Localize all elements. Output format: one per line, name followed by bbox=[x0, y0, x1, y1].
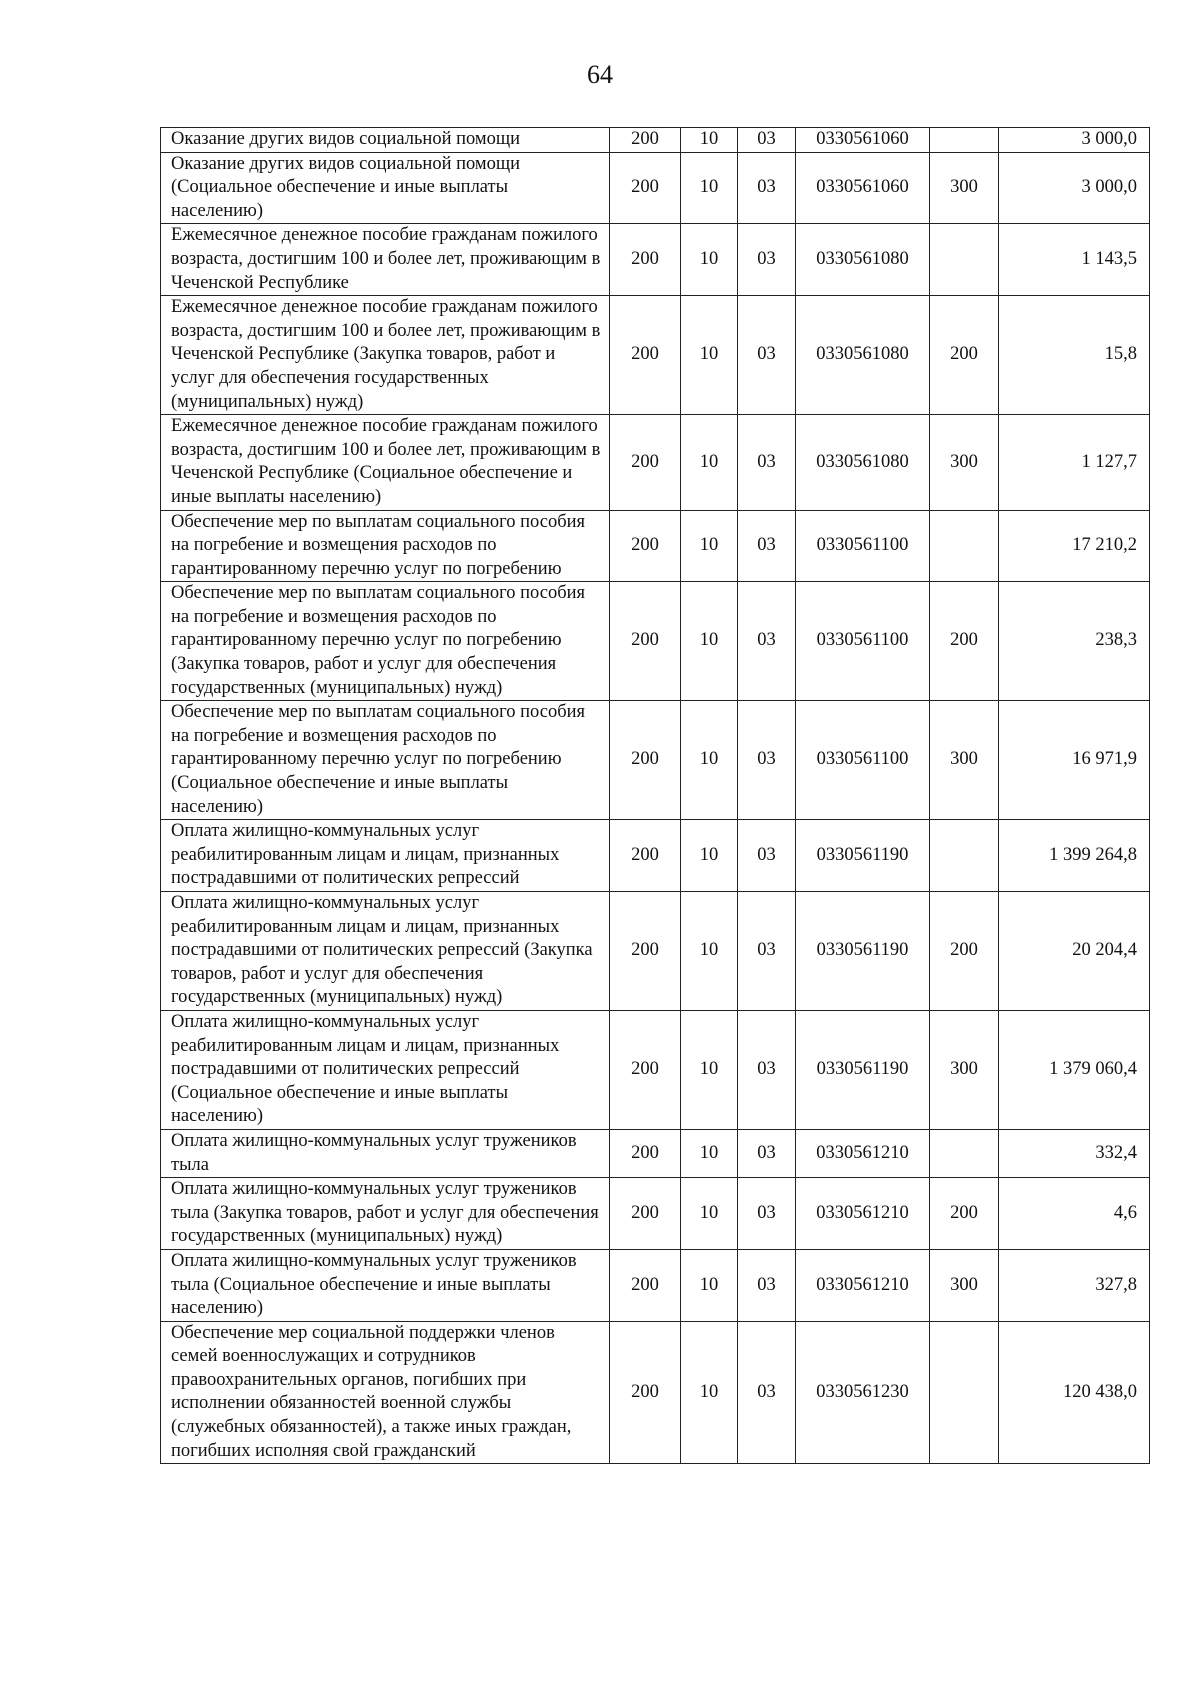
row-glav: 200 bbox=[610, 701, 681, 820]
row-csr: 0330561210 bbox=[796, 1129, 930, 1177]
page-number: 64 bbox=[587, 60, 613, 89]
row-pr: 03 bbox=[738, 510, 796, 582]
row-rz: 10 bbox=[681, 224, 738, 296]
row-amount: 4,6 bbox=[999, 1178, 1150, 1250]
row-description: Оказание других видов социальной помощи (Социальное обеспечение и иные выплаты населению) bbox=[161, 152, 610, 224]
row-csr: 0330561100 bbox=[796, 510, 930, 582]
row-csr: 0330561080 bbox=[796, 296, 930, 415]
row-description: Оплата жилищно-коммунальных услуг тружеников тыла (Социальное обеспечение и иные выплаты населению) bbox=[161, 1249, 610, 1321]
row-glav: 200 bbox=[610, 296, 681, 415]
table-row bbox=[161, 1178, 1150, 1250]
row-rz: 10 bbox=[681, 1010, 738, 1129]
row-amount: 3 000,0 bbox=[999, 152, 1150, 224]
row-glav: 200 bbox=[610, 224, 681, 296]
row-glav: 200 bbox=[610, 1321, 681, 1464]
row-glav: 200 bbox=[610, 128, 681, 153]
row-csr: 0330561210 bbox=[796, 1178, 930, 1250]
row-glav: 200 bbox=[610, 820, 681, 892]
row-description: Обеспечение мер по выплатам социального пособия на погребение и возмещения расходов по гарантированному перечню услуг по погребению bbox=[161, 510, 610, 582]
row-amount: 3 000,0 bbox=[999, 128, 1150, 153]
row-rz: 10 bbox=[681, 510, 738, 582]
row-amount: 16 971,9 bbox=[999, 701, 1150, 820]
row-amount: 15,8 bbox=[999, 296, 1150, 415]
row-amount: 1 379 060,4 bbox=[999, 1010, 1150, 1129]
table-row bbox=[161, 1010, 1150, 1129]
row-amount: 327,8 bbox=[999, 1249, 1150, 1321]
row-glav: 200 bbox=[610, 1129, 681, 1177]
row-csr: 0330561230 bbox=[796, 1321, 930, 1464]
row-glav: 200 bbox=[610, 1249, 681, 1321]
budget-table bbox=[160, 127, 1150, 1464]
row-vr bbox=[930, 1321, 999, 1464]
row-rz: 10 bbox=[681, 1129, 738, 1177]
row-vr bbox=[930, 224, 999, 296]
row-description: Оплата жилищно-коммунальных услуг реабилитированным лицам и лицам, признанных пострадавшими от политических репрессий bbox=[161, 820, 610, 892]
row-pr: 03 bbox=[738, 152, 796, 224]
row-csr: 0330561100 bbox=[796, 582, 930, 701]
row-vr: 300 bbox=[930, 415, 999, 510]
table-row bbox=[161, 1321, 1150, 1464]
row-pr: 03 bbox=[738, 701, 796, 820]
row-glav: 200 bbox=[610, 582, 681, 701]
row-vr: 200 bbox=[930, 296, 999, 415]
row-description: Оплата жилищно-коммунальных услуг реабилитированным лицам и лицам, признанных пострадавшими от политических репрессий (Закупка товаров, работ и услуг для обеспечения государственных (муниципальных) нужд) bbox=[161, 892, 610, 1011]
row-pr: 03 bbox=[738, 1321, 796, 1464]
row-glav: 200 bbox=[610, 415, 681, 510]
row-pr: 03 bbox=[738, 415, 796, 510]
row-rz: 10 bbox=[681, 701, 738, 820]
row-csr: 0330561210 bbox=[796, 1249, 930, 1321]
row-vr bbox=[930, 820, 999, 892]
row-csr: 0330561060 bbox=[796, 152, 930, 224]
row-rz: 10 bbox=[681, 128, 738, 153]
table-row bbox=[161, 152, 1150, 224]
table-row bbox=[161, 1129, 1150, 1177]
row-pr: 03 bbox=[738, 296, 796, 415]
table-row bbox=[161, 1249, 1150, 1321]
row-description: Оказание других видов социальной помощи bbox=[161, 128, 610, 153]
row-rz: 10 bbox=[681, 296, 738, 415]
row-rz: 10 bbox=[681, 1178, 738, 1250]
row-description: Ежемесячное денежное пособие гражданам пожилого возраста, достигшим 100 и более лет, проживающим в Чеченской Республике (Закупка товаров, работ и услуг для обеспечения государственных (муниципальных) нужд) bbox=[161, 296, 610, 415]
row-vr: 300 bbox=[930, 701, 999, 820]
row-amount: 238,3 bbox=[999, 582, 1150, 701]
row-pr: 03 bbox=[738, 224, 796, 296]
table-row bbox=[161, 892, 1150, 1011]
row-vr: 200 bbox=[930, 582, 999, 701]
row-pr: 03 bbox=[738, 1178, 796, 1250]
row-description: Обеспечение мер по выплатам социального пособия на погребение и возмещения расходов по гарантированному перечню услуг по погребению (Социальное обеспечение и иные выплаты населению) bbox=[161, 701, 610, 820]
row-vr: 200 bbox=[930, 1178, 999, 1250]
row-description: Ежемесячное денежное пособие гражданам пожилого возраста, достигшим 100 и более лет, проживающим в Чеченской Республике (Социальное обеспечение и иные выплаты населению) bbox=[161, 415, 610, 510]
row-pr: 03 bbox=[738, 1249, 796, 1321]
row-csr: 0330561080 bbox=[796, 415, 930, 510]
row-pr: 03 bbox=[738, 582, 796, 701]
table-row bbox=[161, 582, 1150, 701]
row-amount: 1 399 264,8 bbox=[999, 820, 1150, 892]
row-csr: 0330561190 bbox=[796, 1010, 930, 1129]
row-glav: 200 bbox=[610, 510, 681, 582]
row-vr bbox=[930, 128, 999, 153]
row-pr: 03 bbox=[738, 892, 796, 1011]
row-csr: 0330561190 bbox=[796, 820, 930, 892]
row-csr: 0330561190 bbox=[796, 892, 930, 1011]
row-vr: 300 bbox=[930, 152, 999, 224]
row-rz: 10 bbox=[681, 1249, 738, 1321]
table-row bbox=[161, 128, 1150, 153]
row-amount: 17 210,2 bbox=[999, 510, 1150, 582]
table-row bbox=[161, 701, 1150, 820]
row-pr: 03 bbox=[738, 128, 796, 153]
row-description: Обеспечение мер социальной поддержки членов семей военнослужащих и сотрудников правоохранительных органов, погибших при исполнении обязанностей военной службы (служебных обязанностей), а также иных граждан, погибших исполняя свой гражданский bbox=[161, 1321, 610, 1464]
table-row bbox=[161, 415, 1150, 510]
row-csr: 0330561060 bbox=[796, 128, 930, 153]
row-amount: 332,4 bbox=[999, 1129, 1150, 1177]
row-vr: 200 bbox=[930, 892, 999, 1011]
row-csr: 0330561080 bbox=[796, 224, 930, 296]
row-amount: 1 143,5 bbox=[999, 224, 1150, 296]
row-rz: 10 bbox=[681, 820, 738, 892]
table-row bbox=[161, 820, 1150, 892]
row-rz: 10 bbox=[681, 152, 738, 224]
row-amount: 20 204,4 bbox=[999, 892, 1150, 1011]
row-amount: 120 438,0 bbox=[999, 1321, 1150, 1464]
row-rz: 10 bbox=[681, 1321, 738, 1464]
row-pr: 03 bbox=[738, 1129, 796, 1177]
row-glav: 200 bbox=[610, 892, 681, 1011]
row-vr bbox=[930, 510, 999, 582]
row-glav: 200 bbox=[610, 152, 681, 224]
row-description: Оплата жилищно-коммунальных услуг тружеников тыла bbox=[161, 1129, 610, 1177]
row-description: Оплата жилищно-коммунальных услуг реабилитированным лицам и лицам, признанных пострадавшими от политических репрессий (Социальное обеспечение и иные выплаты населению) bbox=[161, 1010, 610, 1129]
row-rz: 10 bbox=[681, 892, 738, 1011]
row-description: Оплата жилищно-коммунальных услуг тружеников тыла (Закупка товаров, работ и услуг для обеспечения государственных (муниципальных) нужд) bbox=[161, 1178, 610, 1250]
row-rz: 10 bbox=[681, 415, 738, 510]
row-pr: 03 bbox=[738, 820, 796, 892]
row-glav: 200 bbox=[610, 1178, 681, 1250]
row-description: Обеспечение мер по выплатам социального пособия на погребение и возмещения расходов по гарантированному перечню услуг по погребению (Закупка товаров, работ и услуг для обеспечения государственных (муниципальных) нужд) bbox=[161, 582, 610, 701]
row-description: Ежемесячное денежное пособие гражданам пожилого возраста, достигшим 100 и более лет, проживающим в Чеченской Республике bbox=[161, 224, 610, 296]
row-pr: 03 bbox=[738, 1010, 796, 1129]
table-row bbox=[161, 224, 1150, 296]
table-row bbox=[161, 510, 1150, 582]
table-row bbox=[161, 296, 1150, 415]
row-vr bbox=[930, 1129, 999, 1177]
row-glav: 200 bbox=[610, 1010, 681, 1129]
budget-table-body bbox=[161, 128, 1150, 1464]
row-vr: 300 bbox=[930, 1010, 999, 1129]
row-csr: 0330561100 bbox=[796, 701, 930, 820]
row-amount: 1 127,7 bbox=[999, 415, 1150, 510]
row-vr: 300 bbox=[930, 1249, 999, 1321]
row-rz: 10 bbox=[681, 582, 738, 701]
